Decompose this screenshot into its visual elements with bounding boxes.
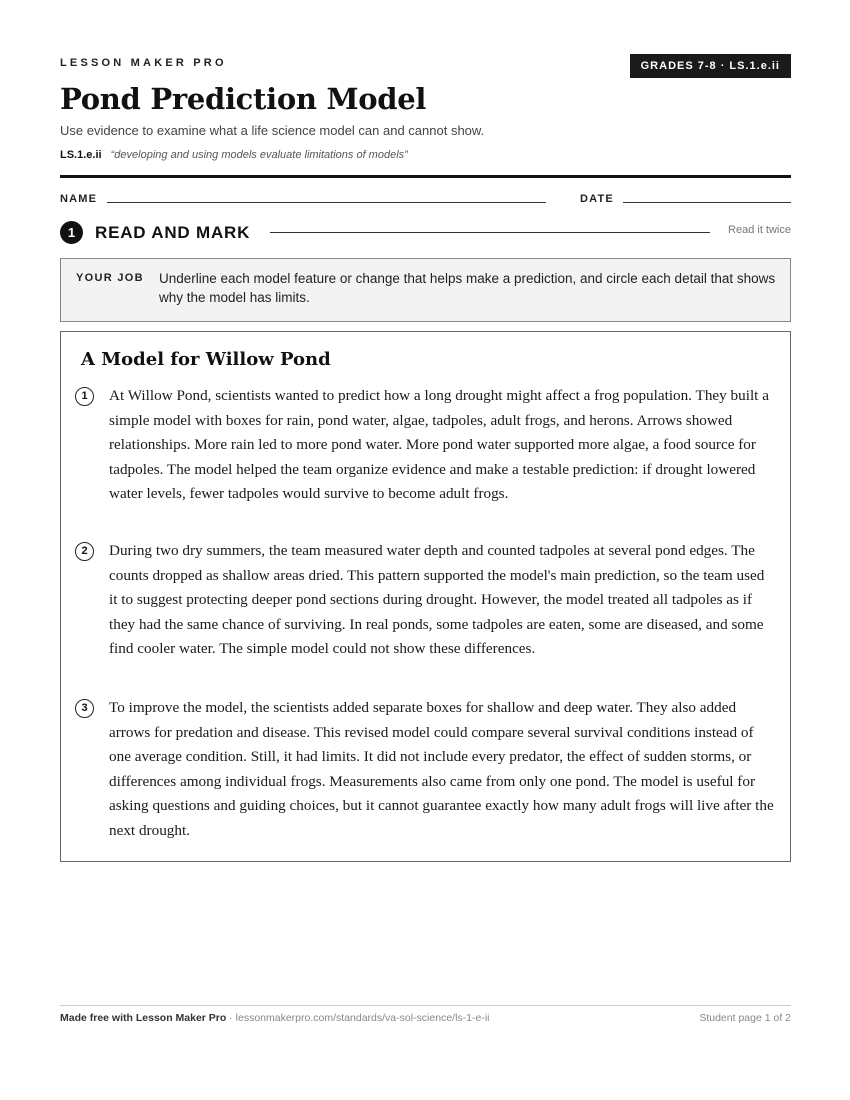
reading-title: A Model for Willow Pond — [81, 349, 331, 370]
page-subtitle: Use evidence to examine what a life science model can and cannot show. — [60, 123, 485, 138]
your-job-box — [60, 258, 791, 322]
paragraph-text: At Willow Pond, scientists wanted to predict how a long drought might affect a frog population. They built a simple model with boxes for rain, pond water, algae, tadpoles, adult frogs, and herons. Arrows showed relationships. More rain led to more pond water. More pond water supported more algae, a food source for tadpoles. The model helped the team organize evidence and make a testable prediction: if drought lowered water levels, fewer tadpoles would survive to become adult frogs. — [109, 387, 769, 503]
standard-code: LS.1.e.ii — [60, 149, 102, 161]
date-field[interactable] — [623, 202, 791, 203]
page-title: Pond Prediction Model — [60, 82, 427, 116]
grade-badge: GRADES 7-8 · LS.1.e.ii — [630, 54, 791, 78]
section-title: READ AND MARK — [95, 223, 251, 242]
footer-separator: · — [226, 1012, 236, 1024]
paragraph-text: To improve the model, the scientists added separate boxes for shallow and deep water. They also added arrows for predation and disease. This revised model could compare several survival conditions instead of one average condition. Still, it had limits. It did not include every predator, the effect of sudden storms, or differences among individual frogs. Measurements also came from only one pond. The model is useful for asking questions and guiding choices, but it cannot guarantee exactly how many adult frogs will live after the next drought. — [109, 699, 774, 839]
brand-name: LESSON MAKER PRO — [60, 57, 227, 69]
section-note: Read it twice — [728, 224, 791, 236]
paragraph-text: During two dry summers, the team measured water depth and counted tadpoles at several pond edges. The counts dropped as shallow areas dried. This pattern supported the model's main prediction, so the team used it to suggest protecting deeper pond sections during drought. However, the model treated all tadpoles as if they had the same chance of surviving. In real ponds, some tadpoles are eaten, some are diseased, and some find cooler water. The simple model could not show these differences. — [109, 542, 765, 658]
footer-url[interactable]: lessonmakerpro.com/standards/va-sol-science/ls-1-e-ii — [235, 1012, 490, 1024]
paragraph-number-badge: 2 — [75, 542, 94, 561]
section-divider — [270, 232, 710, 233]
section-number-badge: 1 — [60, 221, 83, 244]
name-label: NAME — [60, 193, 98, 205]
your-job-text: Underline each model feature or change that helps make a prediction, and circle each detail that shows why the model has limits. — [159, 271, 776, 305]
your-job-label: YOUR JOB — [76, 272, 144, 284]
paragraph-number-badge: 1 — [75, 387, 94, 406]
reading-passage — [60, 331, 791, 862]
page-indicator: Student page 1 of 2 — [699, 1012, 791, 1024]
footer-brand: Made free with Lesson Maker Pro — [60, 1012, 227, 1024]
footer-credit — [60, 1012, 490, 1024]
standard-quote: “developing and using models evaluate limitations of models” — [110, 149, 408, 161]
header-divider — [60, 175, 791, 178]
paragraph-number-badge: 3 — [75, 699, 94, 718]
worksheet-page — [60, 0, 791, 1100]
name-field[interactable] — [107, 202, 546, 203]
footer-divider — [60, 1005, 791, 1006]
standard-line — [60, 149, 408, 161]
date-label: DATE — [580, 193, 614, 205]
